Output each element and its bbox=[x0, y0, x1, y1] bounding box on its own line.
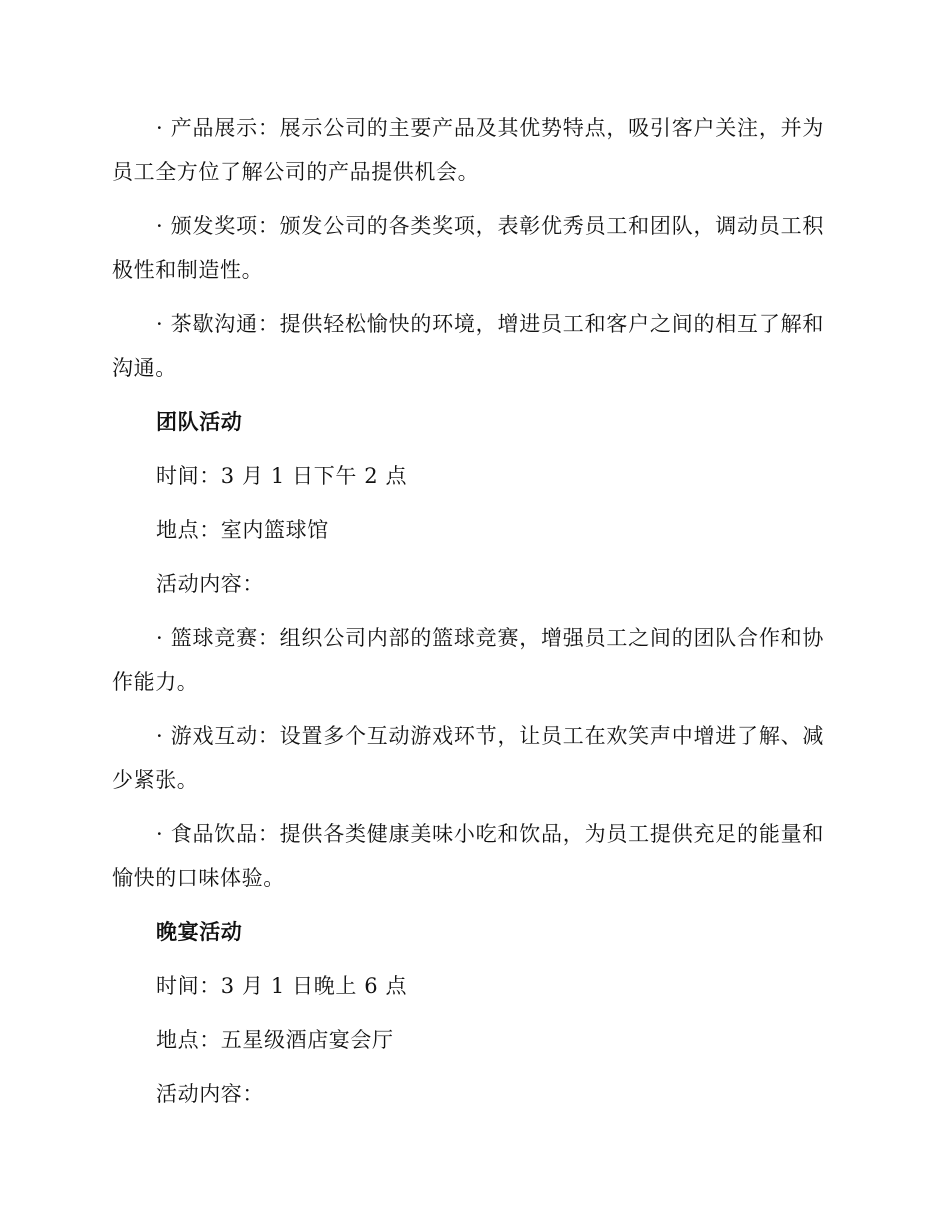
bullet-games: · 游戏互动：设置多个互动游戏环节，让员工在欢笑声中增进了解、减少紧张。 bbox=[112, 724, 824, 792]
banquet-place: 地点：五星级酒店宴会厅 bbox=[156, 1028, 394, 1052]
team-place: 地点：室内篮球馆 bbox=[156, 518, 329, 542]
banquet-time: 时间：3 月 1 日晚上 6 点 bbox=[156, 974, 408, 998]
bullet-tea-break: · 茶歇沟通：提供轻松愉快的环境，增进员工和客户之间的相互了解和沟通。 bbox=[112, 312, 824, 380]
document-body bbox=[112, 106, 824, 1126]
heading-banquet-activity: 晚宴活动 bbox=[156, 920, 243, 944]
bullet-basketball: · 篮球竞赛：组织公司内部的篮球竞赛，增强员工之间的团队合作和协作能力。 bbox=[112, 626, 824, 694]
banquet-content-label: 活动内容： bbox=[156, 1082, 264, 1106]
heading-team-activity: 团队活动 bbox=[156, 410, 243, 434]
bullet-awards: · 颁发奖项：颁发公司的各类奖项，表彰优秀员工和团队，调动员工积极性和制造性。 bbox=[112, 214, 824, 282]
team-time: 时间：3 月 1 日下午 2 点 bbox=[156, 464, 408, 488]
bullet-food-drinks: · 食品饮品：提供各类健康美味小吃和饮品，为员工提供充足的能量和愉快的口味体验。 bbox=[112, 822, 824, 890]
team-content-label: 活动内容： bbox=[156, 572, 264, 596]
bullet-product-showcase: · 产品展示：展示公司的主要产品及其优势特点，吸引客户关注，并为员工全方位了解公司的产品提供机会。 bbox=[112, 116, 824, 184]
